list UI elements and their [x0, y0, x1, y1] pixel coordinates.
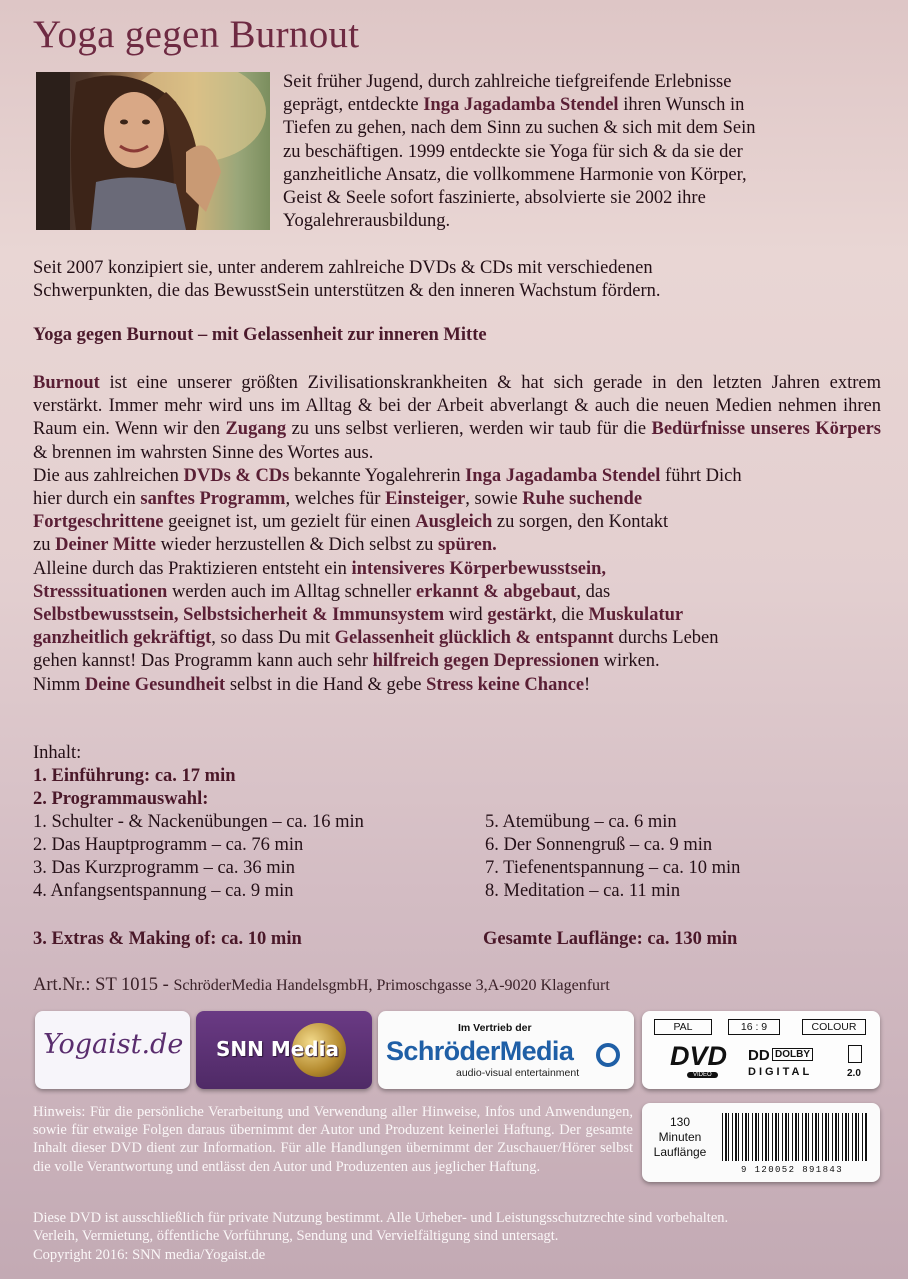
description-line: [33, 650, 881, 673]
emphasis: Gelassenheit glücklich & entspannt: [334, 628, 614, 649]
list-item: 8. Meditation – ca. 11 min: [485, 881, 681, 901]
emphasis: Muskulatur: [588, 605, 684, 626]
snn-logo-text: SNN Media: [216, 1037, 339, 1061]
emphasis: Ausgleich: [415, 512, 493, 533]
runtime-minutes: 130: [669, 1115, 691, 1129]
contents-heading: Inhalt:: [33, 743, 82, 763]
description-line: [33, 558, 881, 581]
list-item: 5. Atemübung – ca. 6 min: [485, 812, 677, 832]
total-runtime: Gesamte Lauflänge: ca. 130 min: [483, 929, 738, 949]
runtime-unit: Minuten: [658, 1130, 702, 1144]
description-line: [33, 534, 881, 557]
pal-badge: PAL: [654, 1019, 712, 1035]
distributor-label: Im Vertrieb der: [458, 1022, 532, 1034]
dvd-video-label: VIDEO: [687, 1072, 718, 1078]
text: werden auch im Alltag schneller: [167, 581, 416, 602]
dolby-digital-label: DIGITAL: [748, 1066, 813, 1078]
contents-section-intro: 1. Einführung: ca. 17 min: [33, 766, 236, 786]
description-line: [33, 465, 881, 488]
legal-notice: [33, 1209, 883, 1264]
text: Die aus zahlreichen: [33, 465, 184, 486]
contents-list-left: [33, 811, 364, 903]
emphasis: DVDs & CDs: [183, 465, 290, 486]
dolby-label: DOLBY: [772, 1048, 813, 1061]
emphasis: erkannt & abgebaut: [415, 581, 577, 602]
bio-text: ihren Wunsch in: [618, 95, 745, 116]
legal-line: Diese DVD ist ausschließlich für private Nutzung bestimmt. Alle Urheber- und Leistungsschutzrechte sind vorbehalten.: [33, 1210, 729, 1226]
text: , welches für: [285, 489, 386, 510]
emphasis: Deiner Mitte: [55, 535, 156, 556]
text: zu sorgen, den Kontakt: [492, 512, 669, 533]
description-text: [33, 372, 881, 697]
description-line: [33, 604, 881, 627]
colour-badge: COLOUR: [802, 1019, 866, 1035]
emphasis: spüren.: [438, 535, 497, 556]
portrait-image: [36, 72, 270, 230]
copyright: Copyright 2016: SNN media/Yogaist.de: [33, 1246, 266, 1263]
contents-section-programs: 2. Programmauswahl:: [33, 789, 209, 809]
text: wird: [444, 605, 488, 626]
distributor-tagline: audio-visual entertainment: [456, 1067, 580, 1079]
emphasis: ganzheitlich gekräftigt: [33, 628, 212, 649]
bio-line: Tiefen zu gehen, nach dem Sinn zu suchen & sich mit dem Sein: [283, 118, 756, 139]
ring-icon: [596, 1043, 620, 1067]
dvd-format-panel: [642, 1011, 880, 1089]
runtime-caption: Lauflänge: [653, 1145, 707, 1159]
contents-list-right: [485, 811, 740, 903]
text: zu uns selbst verlieren, werden wir taub für die: [286, 419, 652, 440]
emphasis: Ruhe suchende: [522, 489, 643, 510]
schroeder-media-logo: [378, 1011, 634, 1089]
bio-line: Geist & Seele sofort faszinierte, absolvierte sie 2002 ihre: [283, 188, 706, 209]
emphasis: sanftes Programm: [140, 489, 286, 510]
legal-line: Verleih, Vermietung, öffentliche Vorführung, Sendung und Vervielfältigung sind untersagt.: [33, 1228, 559, 1245]
description-line: [33, 488, 881, 511]
disclaimer-text: Hinweis: Für die persönliche Verarbeitung und Verwendung aller Hinweise, Infos und Anwendungen, sowie für etwaige Folgen daraus übernimmt der Autor und Produzent keinerlei Haftung. Der gesamte Inhalt dieser DVD dient zur Information. Für alle Handlungen übernimmt der Zuschauer/Hörer selbst die volle Verantwortung und entlässt den Autor und Produzenten aus jeglicher Haftung.: [33, 1104, 633, 1175]
emphasis: Inga Jagadamba Stendel: [465, 465, 661, 486]
list-item: 2. Das Hauptprogramm – ca. 76 min: [33, 835, 304, 855]
barcode: [722, 1113, 868, 1161]
list-item: 4. Anfangsentspannung – ca. 9 min: [33, 881, 294, 901]
page-title: Yoga gegen Burnout: [33, 13, 360, 56]
description-line: [33, 511, 881, 534]
emphasis: Burnout: [33, 373, 100, 393]
emphasis: Bedürfnisse unseres Körpers: [651, 419, 881, 440]
author-name: Inga Jagadamba Stendel: [423, 95, 619, 116]
bio-line: Yogalehrerausbildung.: [283, 211, 451, 232]
bio-line: ganzheitliche Ansatz, die vollkommene Harmonie von Körper,: [283, 164, 747, 185]
emphasis: Zugang: [225, 419, 287, 440]
barcode-number: 9 120052 891843: [740, 1165, 843, 1175]
bio-line: zu beschäftigen. 1999 entdeckte sie Yoga für sich & da sie der: [283, 141, 743, 162]
list-item: 3. Das Kurzprogramm – ca. 36 min: [33, 858, 296, 878]
list-item: 7. Tiefenentspannung – ca. 10 min: [485, 858, 741, 878]
list-item: 1. Schulter - & Nackenübungen – ca. 16 min: [33, 812, 364, 832]
aspect-ratio-badge: 16 : 9: [728, 1019, 780, 1035]
author-photo: [36, 72, 270, 230]
article-number: Art.Nr.: ST 1015 -: [33, 975, 174, 995]
yogaist-logo: [35, 1011, 190, 1089]
text: gehen kannst! Das Programm kann auch sehr: [33, 651, 373, 672]
description-paragraph: [33, 372, 881, 465]
text: , sowie: [465, 489, 523, 510]
emphasis: intensiveres Körperbewusstsein,: [351, 558, 607, 579]
bio-line: Seit früher Jugend, durch zahlreiche tiefgreifende Erlebnisse: [283, 72, 732, 92]
text: bekannte Yogalehrerin: [289, 465, 466, 486]
text: , das: [576, 581, 611, 602]
text: durchs Leben: [613, 628, 719, 649]
text: Nimm: [33, 674, 85, 695]
audio-channel-icon: [848, 1045, 862, 1063]
text: , so dass Du mit: [211, 628, 335, 649]
emphasis: Stress keine Chance: [426, 674, 585, 695]
text: selbst in die Hand & gebe: [225, 674, 427, 695]
text: hier durch ein: [33, 489, 141, 510]
intro-paragraph: [33, 257, 883, 303]
section-heading: Yoga gegen Burnout – mit Gelassenheit zur inneren Mitte: [33, 325, 487, 345]
audio-channels: 2.0: [847, 1068, 861, 1079]
emphasis: Fortgeschrittene: [33, 512, 164, 533]
emphasis: Einsteiger: [385, 489, 466, 510]
text: zu: [33, 535, 56, 556]
text: Alleine durch das Praktizieren entsteht ein: [33, 558, 352, 579]
text: , die: [552, 605, 589, 626]
emphasis: gestärkt: [487, 605, 553, 626]
dvd-video-logo: DVD: [670, 1041, 728, 1071]
contents-section-extras: 3. Extras & Making of: ca. 10 min: [33, 929, 302, 949]
intro-line: Schwerpunkten, die das BewusstSein unterstützen & den inneren Wachstum fördern.: [33, 281, 661, 302]
text: ist eine unserer größten Zivilisationskrankheiten & hat sich gerade in den letzten Jahren extrem verstärkt. Immer mehr wird uns im Alltag & bei der Arbeit abverlangt & auch die neuen Medien nehmen ihren Raum ein. Wenn wir den: [33, 373, 881, 440]
list-item: 6. Der Sonnengruß – ca. 9 min: [485, 835, 713, 855]
distributor-name: SchröderMedia: [386, 1036, 574, 1066]
text: & brennen im wahrsten Sinne des Wortes aus.: [33, 442, 374, 463]
text: wieder herzustellen & Dich selbst zu: [155, 535, 438, 556]
text: geeignet ist, um gezielt für einen: [163, 512, 416, 533]
dolby-dd-icon: DD: [748, 1047, 770, 1064]
emphasis: hilfreich gegen Depressionen: [372, 651, 600, 672]
description-line: [33, 581, 881, 604]
text: führt Dich: [660, 465, 742, 486]
bio-text: geprägt, entdeckte: [283, 95, 424, 116]
emphasis: Stresssituationen: [33, 581, 168, 602]
article-info: [33, 975, 610, 996]
description-line: [33, 627, 881, 650]
runtime-label: [650, 1115, 710, 1160]
runtime-barcode-panel: [642, 1103, 880, 1182]
bio-line: [283, 94, 863, 117]
text: !: [584, 674, 591, 695]
emphasis: Selbstbewusstsein, Selbstsicherheit & Immunsystem: [33, 605, 445, 626]
intro-line: Seit 2007 konzipiert sie, unter anderem zahlreiche DVDs & CDs mit verschiedenen: [33, 258, 653, 278]
snn-media-logo: [196, 1011, 372, 1089]
author-bio: [283, 71, 863, 233]
emphasis: Deine Gesundheit: [84, 674, 226, 695]
description-line: [33, 674, 881, 697]
company-address: SchröderMedia HandelsgmbH, Primoschgasse 3,A-9020 Klagenfurt: [173, 977, 610, 994]
text: wirken.: [599, 651, 660, 672]
yogaist-logo-text: Yogaist.de: [43, 1029, 184, 1060]
